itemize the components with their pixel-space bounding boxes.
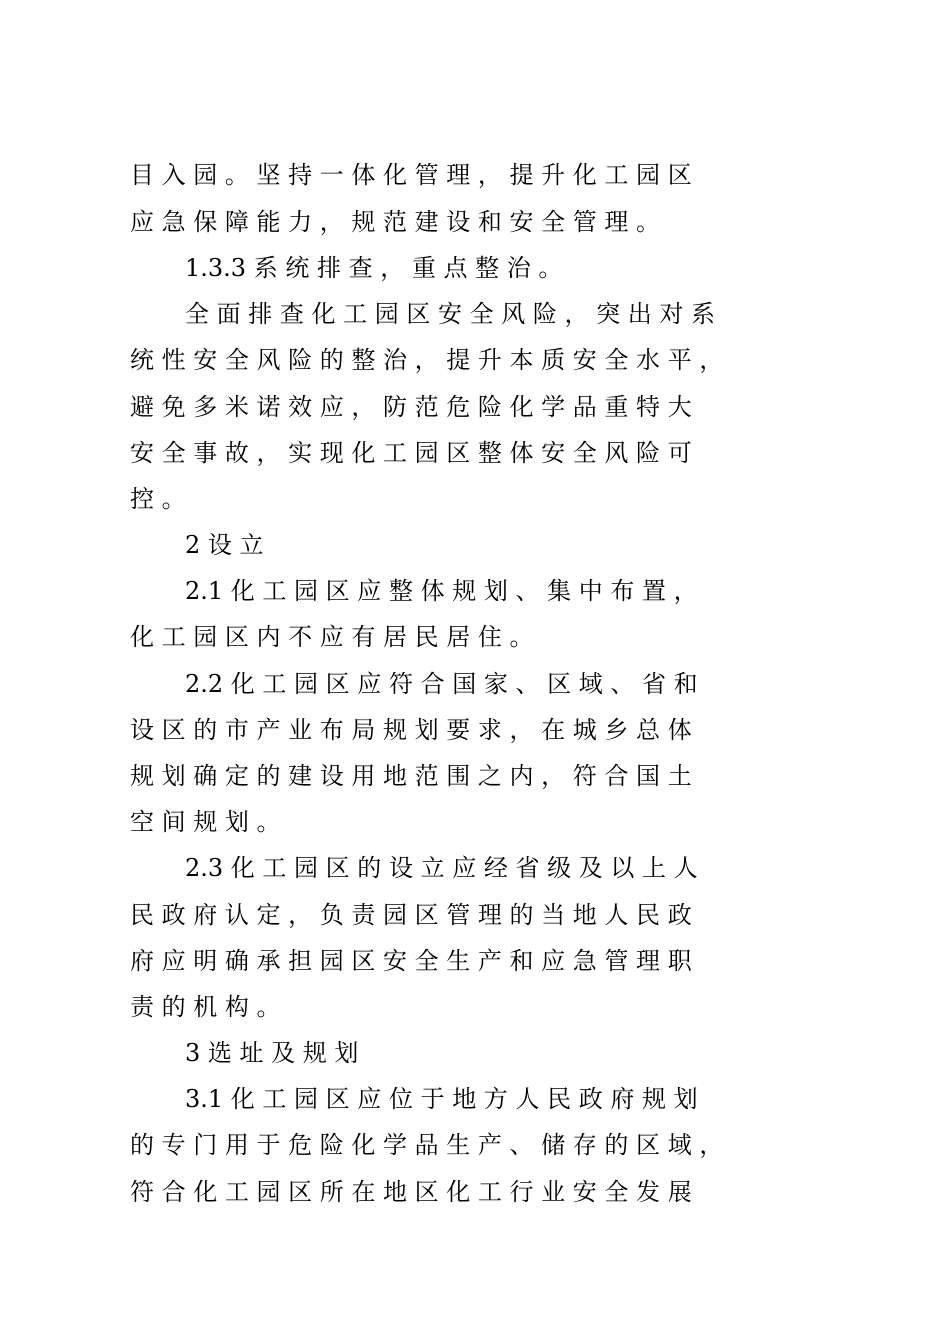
- text-line-18: 府 应 明 确 承 担 园 区 安 全 生 产 和 应 急 管 理 职: [130, 947, 692, 975]
- text-line-14: 规 划 确 定 的 建 设 用 地 范 围 之 内 ， 符 合 国 土: [130, 762, 692, 790]
- text-line-19: 责 的 机 构 。: [130, 993, 281, 1021]
- text-line-2: 应 急 保 障 能 力 ， 规 范 建 设 和 安 全 管 理 。: [130, 208, 661, 236]
- clause-3-1: 3.1 化 工 园 区 应 位 于 地 方 人 民 政 府 规 划: [185, 1085, 698, 1113]
- text-line-17: 民 政 府 认 定 ， 负 责 园 区 管 理 的 当 地 人 民 政: [130, 901, 692, 929]
- text-line-1: 目 入 园 。 坚 持 一 体 化 管 理 ， 提 升 化 工 园 区: [130, 161, 692, 189]
- text-line-11: 化 工 园 区 内 不 应 有 居 民 居 住 。: [130, 623, 534, 651]
- section-heading-2: 2 设 立: [185, 531, 264, 559]
- text-line-8: 控 。: [130, 485, 186, 513]
- text-line-13: 设 区 的 市 产 业 布 局 规 划 要 求 ， 在 城 乡 总 体: [130, 716, 692, 744]
- text-line-23: 符 合 化 工 园 区 所 在 地 区 化 工 行 业 安 全 发 展: [130, 1178, 692, 1206]
- text-line-15: 空 间 规 划 。: [130, 808, 281, 836]
- text-line-7: 安 全 事 故 ， 实 现 化 工 园 区 整 体 安 全 风 险 可: [130, 439, 692, 467]
- section-heading-3: 3 选 址 及 规 划: [185, 1039, 359, 1067]
- clause-2-1: 2.1 化 工 园 区 应 整 体 规 划 、 集 中 布 置 ，: [185, 577, 698, 605]
- text-line-6: 避 免 多 米 诺 效 应 ， 防 范 危 险 化 学 品 重 特 大: [130, 393, 692, 421]
- clause-2-3: 2.3 化 工 园 区 的 设 立 应 经 省 级 及 以 上 人: [185, 854, 698, 882]
- clause-2-2: 2.2 化 工 园 区 应 符 合 国 家 、 区 域 、 省 和: [185, 670, 698, 698]
- text-line-4: 全 面 排 查 化 工 园 区 安 全 风 险 ， 突 出 对 系: [185, 300, 716, 328]
- section-heading-1-3-3: 1.3.3 系 统 排 查 ， 重 点 整 治 。: [185, 254, 563, 282]
- text-line-5: 统 性 安 全 风 险 的 整 治 ， 提 升 本 质 安 全 水 平 ，: [130, 346, 724, 374]
- text-line-22: 的 专 门 用 于 危 险 化 学 品 生 产 、 储 存 的 区 域 ，: [130, 1131, 724, 1159]
